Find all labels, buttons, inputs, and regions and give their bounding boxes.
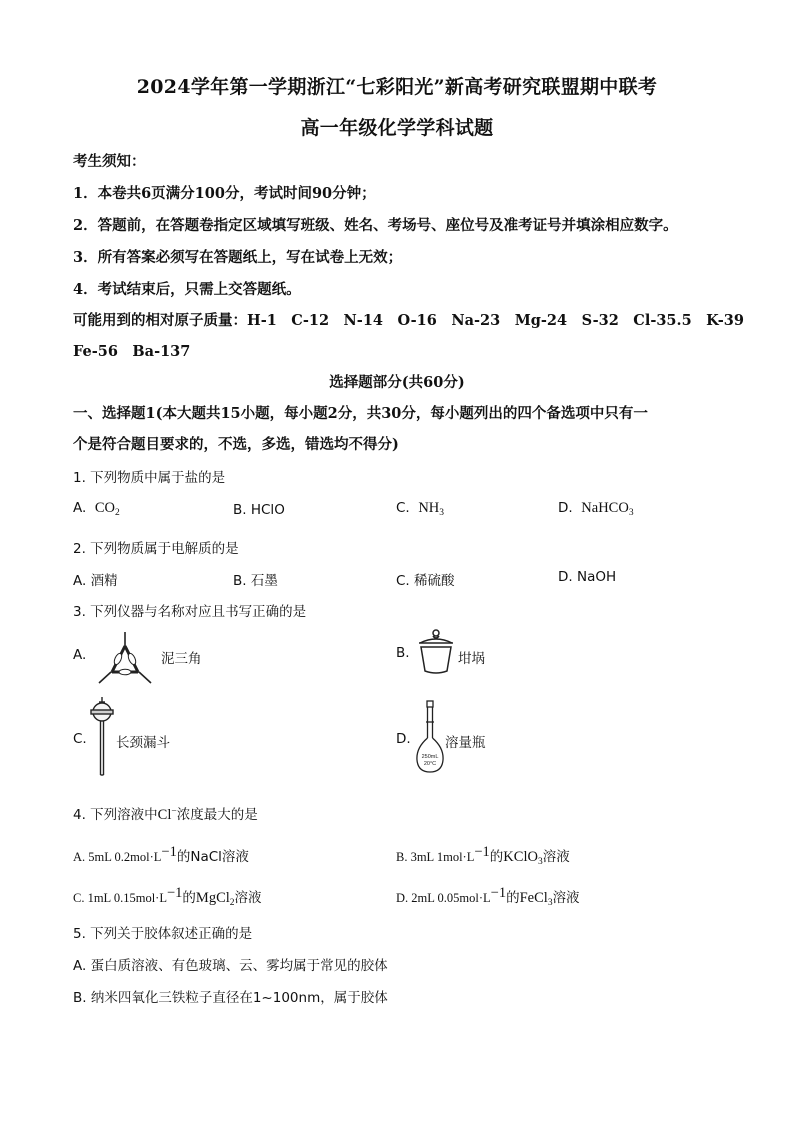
q2-option-d: D. NaOH <box>558 569 617 585</box>
notice-item-2: 2．答题前，在答题卷指定区域填写班级、姓名、考场号、座位号及准考证号并填涂相应数字。 <box>73 217 678 234</box>
flask-temp-mark: 20°C <box>423 761 437 767</box>
q1-option-d: D. NaHCO$_3$ <box>558 500 634 518</box>
exam-title: 2024学年第一学期浙江“七彩阳光”新高考研究联盟期中联考 <box>136 76 658 98</box>
notice-item-4: 4．考试结束后，只需上交答题纸。 <box>73 281 301 298</box>
q3-option-b-name: 坩埚 <box>458 651 485 667</box>
part1-instructions-line-2: 个是符合题目要求的，不选，多选，错选均不得分) <box>73 436 399 453</box>
q2-stem: 2. 下列物质属于电解质的是 <box>73 541 239 557</box>
q3-option-c-name: 长颈漏斗 <box>116 735 170 751</box>
q2-option-b: B. 石墨 <box>233 573 278 589</box>
q2-option-c: C. 稀硫酸 <box>396 573 455 589</box>
q4-option-d: D. 2mL $0.05mol\cdot L^{-1}$的FeCl$_3$溶液 <box>396 885 580 908</box>
q3-option-d-label: D. <box>396 731 411 747</box>
notice-heading: 考生须知： <box>73 153 146 170</box>
q2-option-a: A. 酒精 <box>73 573 118 589</box>
q1-option-c: C. $NH_3$ <box>396 500 445 518</box>
funnel-icon <box>88 696 118 778</box>
q4-stem: 4. 下列溶液中Cl−浓度最大的是 <box>73 807 258 823</box>
q4-option-c: C. 1mL $0.15mol\cdot L^{-1}$的MgCl$_2$溶液 <box>73 885 262 908</box>
notice-item-3: 3．所有答案必须写在答题纸上，写在试卷上无效； <box>73 249 403 266</box>
part1-instructions-line-1: 一、选择题1(本大题共15小题，每小题2分，共30分，每小题列出的四个备选项中只有一 <box>73 405 648 422</box>
q1-option-b: B. HClO <box>233 502 285 518</box>
chloride-ion: Cl− <box>157 807 177 823</box>
q5-stem: 5. 下列关于胶体叙述正确的是 <box>73 926 253 942</box>
q3-option-a-name: 泥三角 <box>161 651 202 667</box>
q3-option-d-name: 溶量瓶 <box>445 735 486 751</box>
q3-stem: 3. 下列仪器与名称对应且书写正确的是 <box>73 604 307 620</box>
clay-triangle-icon <box>95 630 155 686</box>
atomic-mass-line-1: 可能用到的相对原子质量：H-1 C-12 N-14 O-16 Na-23 Mg-24 S-32 Cl-35.5 K-39 <box>73 312 744 329</box>
q4-option-b: B. 3mL $1mol\cdot L^{-1}$的KClO$_3$溶液 <box>396 844 570 867</box>
q3-option-b-label: B. <box>396 645 410 661</box>
notice-item-1: 1．本卷共6页满分100分，考试时间90分钟； <box>73 185 376 202</box>
q1-stem: 1. 下列物质中属于盐的是 <box>73 470 226 486</box>
atomic-mass-line-2: Fe-56 Ba-137 <box>73 343 191 360</box>
volumetric-flask-icon <box>414 700 446 776</box>
q4-option-a: A. 5mL $0.2mol\cdot L^{-1}$的NaCl溶液 <box>73 844 249 865</box>
q1-option-a: A. $CO_2$ <box>73 500 120 518</box>
exam-subtitle: 高一年级化学学科试题 <box>300 117 494 139</box>
section-title: 选择题部分(共60分) <box>329 374 465 391</box>
flask-volume-mark: 250mL <box>421 754 439 760</box>
q3-option-a-label: A. <box>73 647 87 663</box>
q5-option-b: B. 纳米四氧化三铁粒子直径在1~100nm，属于胶体 <box>73 990 388 1006</box>
crucible-icon <box>416 627 456 677</box>
q5-option-a: A. 蛋白质溶液、有色玻璃、云、雾均属于常见的胶体 <box>73 958 388 974</box>
q3-option-c-label: C. <box>73 731 87 747</box>
